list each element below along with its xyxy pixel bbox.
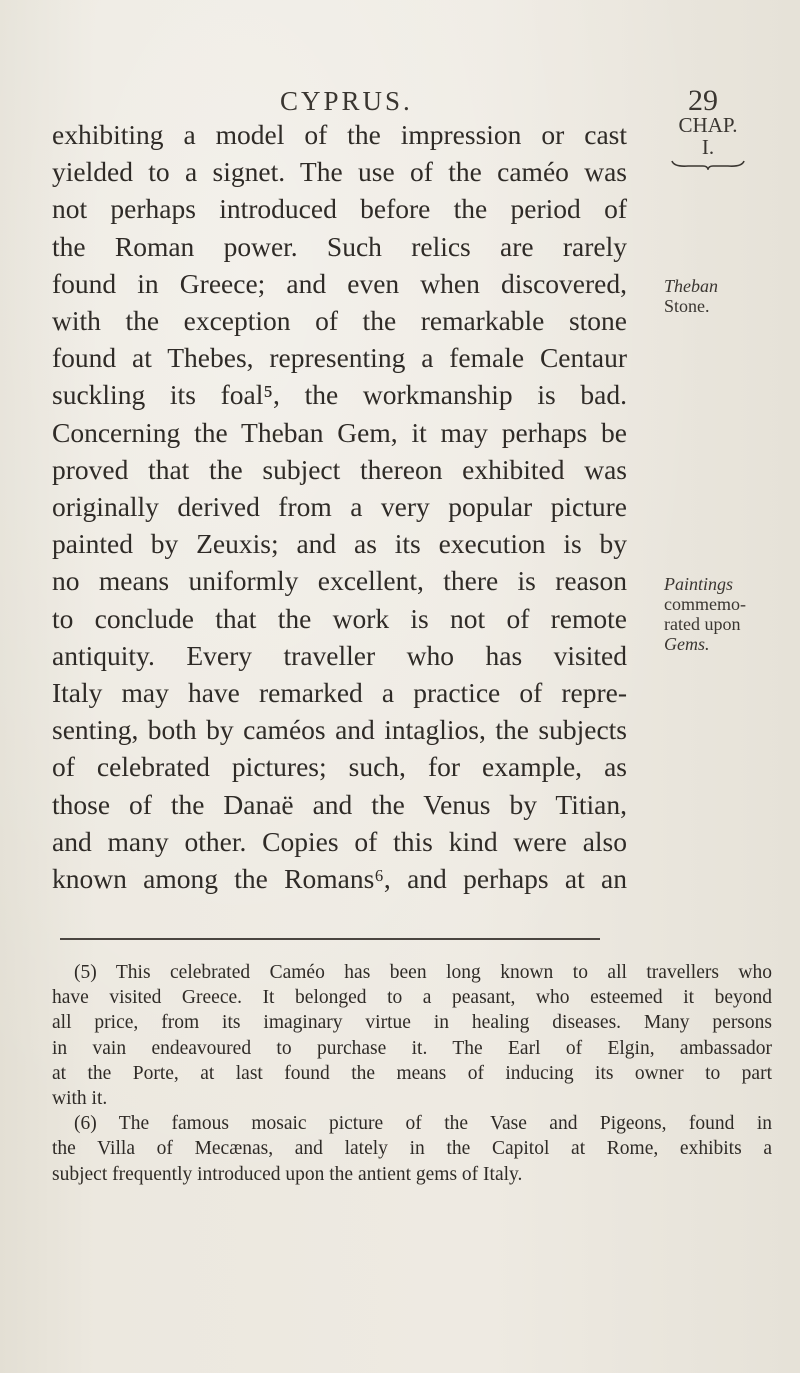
body-line: proved that the subject thereon exhibited was — [52, 453, 627, 485]
body-line: found at Thebes, representing a female Centaur — [52, 342, 627, 374]
body-line: originally derived from a very popular picture — [52, 491, 627, 523]
footnote-line: at the Porte, at last found the means of inducing its owner to part — [52, 1062, 772, 1084]
footnote-line: have visited Greece. It belonged to a peasant, who esteemed it beyond — [52, 987, 772, 1009]
margin-note-paintings — [664, 574, 774, 654]
running-title: CYPRUS. — [280, 86, 413, 116]
body-line: painted by Zeuxis; and as its execution is by — [52, 528, 627, 560]
margin-note-line: Theban — [664, 276, 718, 296]
footnote-5 — [52, 960, 772, 1111]
footnote-line: in vain endeavoured to purchase it. The Earl of Elgin, ambassador — [52, 1037, 772, 1059]
body-line: not perhaps introduced before the period of — [52, 193, 627, 225]
footnote-rule — [60, 938, 600, 940]
margin-note-theban-stone — [664, 276, 774, 316]
body-line: no means uniformly excellent, there is reason — [52, 565, 627, 597]
footnote-line: all price, from its imaginary virtue in healing diseases. Many persons — [52, 1012, 772, 1034]
body-line: and many other. Copies of this kind were also — [52, 825, 627, 857]
footnotes — [52, 960, 772, 1187]
body-line: those of the Danaë and the Venus by Titian, — [52, 788, 627, 820]
body-line: found in Greece; and even when discovered, — [52, 267, 627, 299]
body-line: with the exception of the remarkable stone — [52, 305, 627, 337]
footnote-line: subject frequently introduced upon the antient gems of Italy. — [52, 1163, 523, 1185]
margin-note-line: Gems. — [664, 634, 710, 654]
body-line: Concerning the Theban Gem, it may perhaps be — [52, 416, 627, 448]
chapter-label: CHAP. — [678, 113, 738, 137]
footnote-line: (5) This celebrated Caméo has been long known to all travellers who — [74, 962, 772, 983]
body-line: antiquity. Every traveller who has visited — [52, 639, 627, 671]
body-line: exhibiting a model of the impression or cast — [52, 119, 627, 150]
margin-note-line: rated upon — [664, 614, 741, 634]
margin-note-line: commemo- — [664, 594, 746, 614]
footnote-line: (6) The famous mosaic picture of the Vase and Pigeons, found in — [74, 1113, 772, 1135]
margin-note-line: Paintings — [664, 574, 734, 594]
body-line: suckling its foal⁵, the workmanship is bad. — [52, 379, 627, 411]
body-line: known among the Romans⁶, and perhaps at an — [52, 863, 627, 895]
chapter-number: I. — [701, 135, 715, 159]
page-number: 29 — [688, 84, 718, 117]
body-line: to conclude that the work is not of remote — [52, 602, 627, 634]
body-line: Italy may have remarked a practice of repre- — [52, 677, 627, 709]
body-line: senting, both by caméos and intaglios, the subjects — [52, 714, 627, 746]
footnote-line: the Villa of Mecænas, and lately in the Capitol at Rome, exhibits a — [52, 1138, 772, 1160]
footnote-line: with it. — [52, 1088, 108, 1110]
body-line: of celebrated pictures; such, for example, as — [52, 751, 627, 783]
body-line: the Roman power. Such relics are rarely — [52, 230, 627, 262]
footnote-6 — [52, 1111, 772, 1187]
chapter-marker — [668, 114, 748, 170]
body-text — [52, 116, 627, 897]
margin-note-line: Stone. — [664, 296, 710, 316]
brace-icon — [670, 160, 746, 170]
body-line: yielded to a signet. The use of the caméo was — [52, 156, 627, 188]
